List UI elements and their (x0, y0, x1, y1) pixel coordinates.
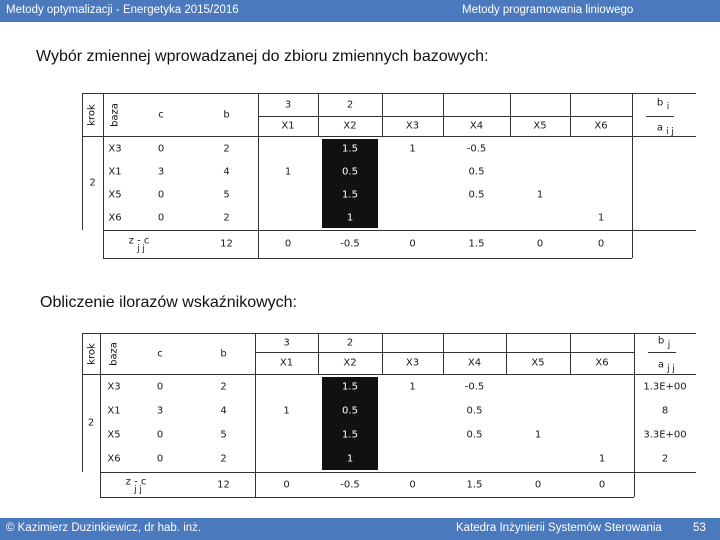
variable-header: X1 (279, 357, 294, 369)
cell-b: 2 (223, 212, 230, 224)
footer-department: Katedra Inżynierii Systemów Sterowania (456, 522, 662, 534)
step-number: 2 (87, 417, 95, 429)
zj-value: 1.5 (468, 238, 485, 250)
cell-x4: 0.5 (468, 166, 485, 178)
zj-label-sub: j j (137, 244, 145, 254)
header-ratio-bottom: a (657, 359, 665, 371)
grid-line-ratio (632, 93, 633, 258)
grid-line-header (82, 136, 696, 137)
grid-line-var (506, 333, 507, 374)
grid-line-var (382, 333, 383, 374)
cell-c: 0 (157, 212, 165, 224)
cell-base: X3 (107, 381, 121, 393)
cell-x5: 1 (534, 429, 542, 441)
obj-coefficient: 3 (284, 99, 292, 110)
cell-c: 3 (156, 405, 164, 417)
cell-ratio: 8 (661, 405, 669, 417)
variable-header: X3 (405, 120, 420, 132)
cell-b: 4 (223, 166, 230, 178)
header-b: b (220, 348, 227, 359)
grid-line-vars (255, 333, 256, 497)
cell-x3: 1 (409, 381, 416, 393)
cell-base: X5 (108, 189, 122, 201)
grid-line-var (382, 93, 383, 136)
page-number: 53 (693, 522, 706, 534)
header-ratio-bottom-sub: i j (666, 127, 674, 137)
cell-c: 0 (157, 143, 165, 155)
zj-value: 0 (597, 238, 605, 250)
zj-b: 12 (220, 238, 233, 250)
grid-line-bottom (100, 497, 634, 498)
cell-c: 0 (156, 429, 164, 441)
cell-x2: 1.5 (342, 381, 358, 393)
cell-x2: 0.5 (342, 166, 358, 178)
ratio-fraction-line (646, 116, 674, 117)
header-c: c (158, 109, 164, 120)
zj-label: z - c (128, 235, 150, 247)
grid-line-obj (255, 352, 634, 353)
cell-x1: 1 (283, 405, 290, 417)
zj-value: 0 (409, 238, 416, 250)
grid-line-bottom (103, 258, 632, 259)
cell-x2: 1 (346, 212, 354, 224)
header-baza: baza (109, 102, 121, 127)
cell-x6: 1 (597, 212, 605, 224)
grid-line-var (443, 93, 444, 136)
grid-line-var (510, 93, 511, 136)
header-ratio-bottom: a (656, 122, 664, 134)
cell-x4: -0.5 (466, 143, 487, 155)
zj-value: 1.5 (466, 479, 483, 490)
cell-c: 0 (156, 381, 164, 393)
cell-base: X3 (108, 143, 122, 155)
grid-line-var (570, 93, 571, 136)
zj-value: 0 (283, 479, 290, 490)
cell-b: 5 (223, 189, 230, 201)
header-baza: baza (108, 341, 120, 366)
header-course: Metody optymalizacji - Energetyka 2015/2016 (6, 4, 239, 16)
cell-x4: -0.5 (464, 381, 485, 393)
variable-header: X5 (531, 357, 545, 369)
header-b: b (223, 109, 230, 120)
grid-line-obj (258, 116, 632, 117)
zj-label-sub: j j (134, 484, 142, 495)
grid-line-left (82, 93, 83, 230)
cell-c: 0 (157, 189, 165, 201)
zj-b: 12 (217, 479, 230, 490)
ratio-fraction-line (648, 352, 676, 353)
cell-base: X1 (108, 166, 122, 178)
header-ratio-top-sub: j (667, 339, 671, 350)
cell-x2: 1 (346, 453, 354, 465)
header-topic: Metody programowania liniowego (462, 4, 634, 16)
cell-b: 4 (220, 405, 227, 417)
cell-base: X1 (107, 405, 121, 417)
section2-title: Obliczenie ilorazów wskaźnikowych: (40, 294, 297, 311)
cell-x1: 1 (284, 166, 292, 178)
obj-coefficient: 2 (346, 337, 354, 348)
cell-ratio: 3.3E+00 (643, 429, 687, 441)
variable-header: X3 (405, 357, 420, 369)
cell-b: 5 (220, 429, 227, 441)
zj-value: -0.5 (340, 479, 360, 490)
header-ratio-top-sub: i (666, 101, 670, 112)
zj-value: -0.5 (340, 238, 360, 250)
grid-line-var (443, 333, 444, 374)
header-bar (0, 0, 720, 22)
header-ratio-top: b (657, 335, 665, 346)
cell-x2: 1.5 (342, 189, 358, 201)
obj-coefficient: 2 (346, 99, 354, 110)
header-c: c (157, 348, 163, 359)
cell-x5: 1 (536, 189, 544, 201)
footer-bar (0, 518, 720, 540)
cell-base: X6 (107, 453, 121, 465)
zj-value: 0 (598, 479, 606, 490)
grid-line-step (103, 93, 104, 258)
cell-x2: 1.5 (342, 143, 358, 155)
grid-line-var (570, 333, 571, 374)
cell-ratio: 2 (661, 453, 669, 465)
cell-x2: 1.5 (342, 429, 358, 441)
step-number: 2 (89, 177, 96, 189)
variable-header: X2 (343, 120, 357, 132)
grid-line-var (318, 93, 319, 136)
cell-b: 2 (223, 143, 230, 155)
header-krok: krok (86, 103, 98, 126)
variable-header: X4 (469, 120, 484, 132)
cell-c: 0 (156, 453, 164, 465)
variable-header: X1 (281, 120, 295, 132)
variable-header: X2 (343, 357, 357, 369)
cell-x6: 1 (598, 453, 606, 465)
grid-line-zj (100, 472, 696, 473)
header-ratio-bottom-sub: j j (667, 364, 675, 374)
footer-author: © Kazimierz Duzinkiewicz, dr hab. inż. (6, 522, 202, 534)
zj-value: 0 (534, 479, 542, 490)
cell-base: X6 (108, 212, 122, 224)
zj-label: z - c (125, 476, 147, 487)
grid-line-top (82, 333, 696, 334)
variable-header: X6 (594, 120, 608, 132)
cell-b: 2 (220, 381, 227, 393)
cell-x3: 1 (409, 143, 416, 155)
grid-line-var (318, 333, 319, 374)
grid-line-vars (258, 93, 259, 258)
cell-ratio: 1.3E+00 (643, 381, 687, 393)
cell-c: 3 (157, 166, 165, 178)
variable-header: X5 (533, 120, 547, 132)
grid-line-ratio (634, 333, 635, 497)
grid-line-left (82, 333, 83, 472)
grid-line-top (82, 93, 696, 94)
zj-value: 0 (536, 238, 544, 250)
cell-base: X5 (107, 429, 121, 441)
header-krok: krok (86, 342, 98, 365)
cell-x4: 0.5 (466, 405, 483, 417)
section1-title: Wybór zmiennej wprowadzanej do zbioru zmiennych bazowych: (36, 48, 489, 65)
cell-b: 2 (220, 453, 227, 465)
variable-header: X4 (467, 357, 482, 369)
obj-coefficient: 3 (283, 337, 290, 348)
grid-line-zj (103, 230, 696, 231)
zj-value: 0 (409, 479, 416, 490)
cell-x4: 0.5 (466, 429, 483, 441)
grid-line-step (100, 333, 101, 497)
zj-value: 0 (284, 238, 292, 250)
cell-x2: 0.5 (342, 405, 358, 417)
header-ratio-top: b (656, 97, 664, 108)
grid-line-header (82, 374, 696, 375)
variable-header: X6 (595, 357, 609, 369)
cell-x4: 0.5 (468, 189, 485, 201)
